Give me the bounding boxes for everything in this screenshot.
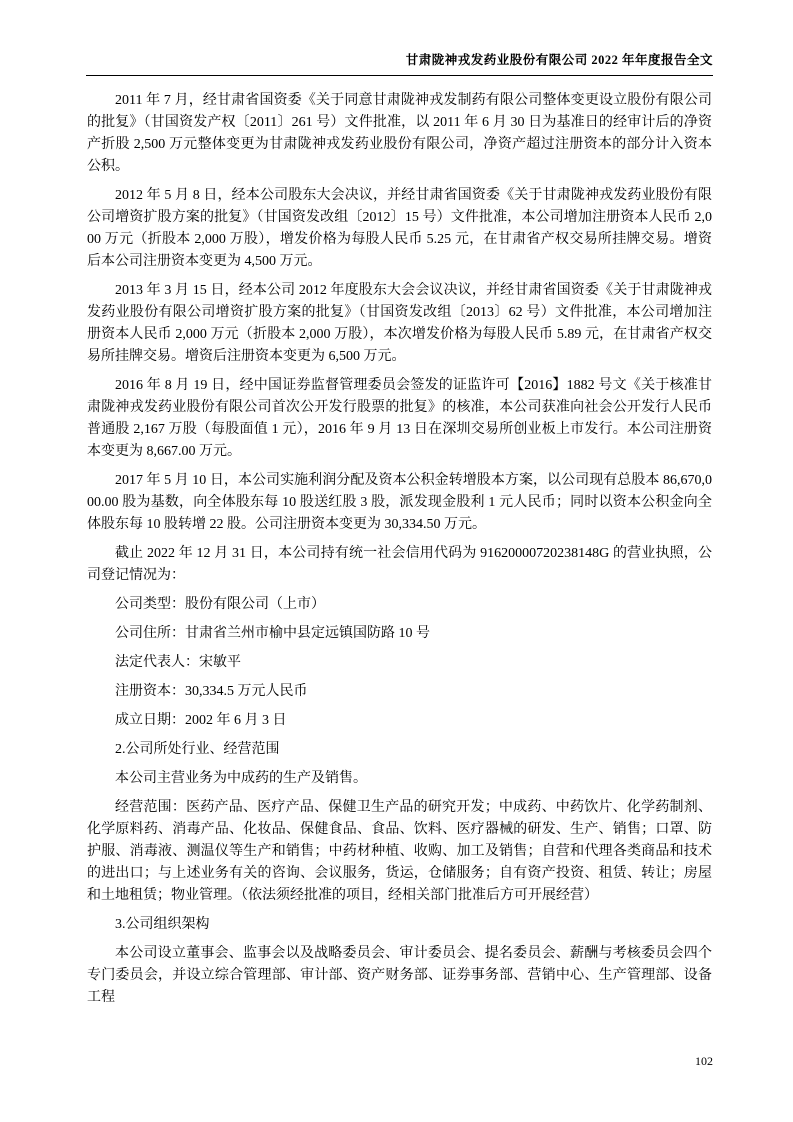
org-structure-paragraph: 本公司设立董事会、监事会以及战略委员会、审计委员会、提名委员会、薪酬与考核委员会四个专门委员会，并设立综合管理部、审计部、资产财务部、证券事务部、营销中心、生产管理部、设备工程 <box>87 946 712 1005</box>
main-business-line: 本公司主营业务为中成药的生产及销售。 <box>115 771 367 786</box>
para-2022-business-license: 截止 2022 年 12 月 31 日，本公司持有统一社会信用代码为 91620000720238148G 的营业执照，公司登记情况为： <box>87 546 712 583</box>
report-title: 甘肃陇神戎发药业股份有限公司 2022 年年度报告全文 <box>405 53 713 67</box>
para-2016-ipo: 2016 年 8 月 19 日，经中国证券监督管理委员会签发的证监许可【2016】1882 号文《关于核准甘肃陇神戎发药业股份有限公司首次公开发行股票的批复》的核准，本公司获准向社会公开发行人民币普通股 2,167 万股（每股面值 1 元），2016 年 9 月 13 日在深圳交易所创业板上市发行。本公司注册资本变更为 8,667.00 万元。 <box>87 378 712 459</box>
page-number: 102 <box>695 1054 713 1068</box>
para-2012-capital-increase: 2012 年 5 月 8 日，经本公司股东大会决议，并经甘肃省国资委《关于甘肃陇神戎发药业股份有限公司增资扩股方案的批复》（甘国资发改组〔2012〕15 号）文件批准，本公司增加注册资本人民币 2,000 万元（折股本 2,000 万股），增发价格为每股人民币 5.25 元，在甘肃省产权交易所挂牌交易。增资后本公司注册资本变更为 4,500 万元。 <box>87 188 712 269</box>
section-heading-org-structure: 3.公司组织架构 <box>115 917 210 932</box>
establishment-date-line: 成立日期：2002 年 6 月 3 日 <box>115 713 287 728</box>
para-2011-restructuring: 2011 年 7 月，经甘肃省国资委《关于同意甘肃陇神戎发制药有限公司整体变更设立股份有限公司的批复》（甘国资发产权〔2011〕261 号）文件批准，以 2011 年 6 月 30 日为基准日的经审计后的净资产折股 2,500 万元整体变更为甘肃陇神戎发药业股份有限公司，净资产超过注册资本的部分计入资本公积。 <box>87 93 712 174</box>
para-2013-capital-increase: 2013 年 3 月 15 日，经本公司 2012 年度股东大会会议决议，并经甘肃省国资委《关于甘肃陇神戎发药业股份有限公司增资扩股方案的批复》（甘国资发改组〔2013〕62 号）文件批准，本公司增加注册资本人民币 2,000 万元（折股本 2,000 万股），本次增发价格为每股人民币 5.89 元，在甘肃省产权交易所挂牌交易。增资后注册资本变更为 6,500 万元。 <box>87 283 712 364</box>
business-scope-paragraph: 经营范围：医药产品、医疗产品、保健卫生产品的研究开发；中成药、中药饮片、化学药制剂、化学原料药、消毒产品、化妆品、保健食品、食品、饮料、医疗器械的研发、生产、销售；口罩、防护服、消毒液、测温仪等生产和销售；中药材种植、收购、加工及销售；自营和代理各类商品和技术的进出口；与上述业务有关的咨询、会议服务，货运，仓储服务；自有资产投资、租赁、转让；房屋和土地租赁；物业管理。（依法须经批准的项目，经相关部门批准后方可开展经营） <box>87 800 712 903</box>
page-footer <box>695 1054 713 1069</box>
legal-representative-line: 法定代表人：宋敏平 <box>115 655 241 670</box>
document-body <box>87 90 712 1016</box>
page-header <box>86 50 713 76</box>
para-2017-profit-distribution: 2017 年 5 月 10 日，本公司实施利润分配及资本公积金转增股本方案，以公司现有总股本 86,670,000.00 股为基数，向全体股东每 10 股送红股 3 股，派发现金股利 1 元人民币；同时以资本公积金向全体股东每 10 股转增 22 股。公司注册资本变更为 30,334.50 万元。 <box>87 473 712 532</box>
registered-capital-line: 注册资本：30,334.5 万元人民币 <box>115 684 308 699</box>
company-address-line: 公司住所：甘肃省兰州市榆中县定远镇国防路 10 号 <box>115 626 430 641</box>
section-heading-industry-scope: 2.公司所处行业、经营范围 <box>115 742 280 757</box>
company-type-line: 公司类型：股份有限公司（上市） <box>115 597 325 612</box>
